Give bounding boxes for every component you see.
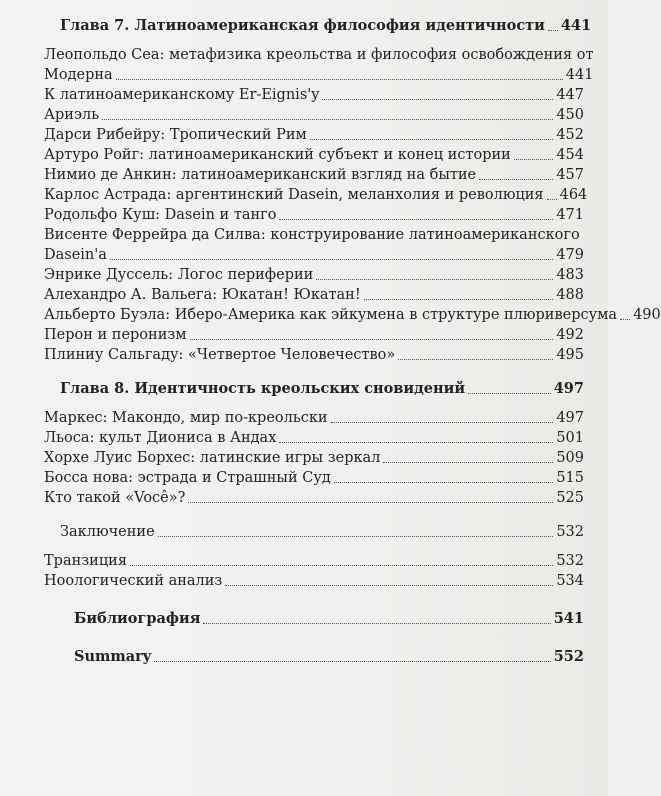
toc-entry — [44, 285, 584, 305]
table-of-contents — [44, 16, 661, 667]
leader-dots — [279, 219, 553, 220]
toc-entry — [44, 325, 584, 345]
bibliography-heading — [74, 609, 584, 629]
entry-title: Маркес: Макондо, мир по-креольски — [44, 410, 328, 426]
toc-entry — [44, 145, 584, 165]
leader-dots — [322, 99, 553, 100]
page-number: 441 — [565, 67, 594, 83]
toc-entry — [44, 125, 584, 145]
entry-title: Плиниу Сальгаду: «Четвертое Человечество» — [44, 347, 396, 363]
page-number: 452 — [556, 127, 584, 143]
toc-entry — [44, 468, 584, 488]
page-number: 552 — [553, 648, 584, 665]
entry-title: Босса нова: эстрада и Страшный Суд — [44, 470, 331, 486]
entry-title: Дарси Рибейру: Тропический Рим — [44, 127, 307, 143]
page-number: 471 — [556, 207, 584, 223]
toc-entry — [44, 488, 584, 508]
chapter-8-heading — [60, 379, 584, 399]
section-title: Библиография — [74, 610, 201, 627]
conclusion-heading — [60, 522, 584, 542]
page-number: 464 — [559, 187, 588, 203]
toc-entry — [44, 205, 584, 225]
leader-dots — [102, 119, 553, 120]
entry-title: Транзиция — [44, 553, 127, 569]
entry-title: Родольфо Куш: Dasein и танго — [44, 207, 277, 223]
leader-dots — [364, 299, 554, 300]
section-title: Summary — [74, 648, 152, 665]
page-number: 450 — [556, 107, 584, 123]
entry-title: Артуро Ройг: латиноамериканский субъект и конец истории — [44, 147, 511, 163]
page-number: 501 — [556, 430, 584, 446]
leader-dots — [620, 319, 630, 320]
entry-title: Кто такой «Você»? — [44, 490, 186, 506]
leader-dots — [158, 536, 554, 537]
toc-entry — [44, 165, 584, 185]
entry-title-line2: Модерна — [44, 67, 113, 83]
leader-dots — [110, 259, 553, 260]
leader-dots — [225, 585, 553, 586]
entry-title-line2: Dasein'a — [44, 247, 107, 263]
entry-title: Карлос Астрада: аргентинский Dasein, меланхолия и революция — [44, 187, 544, 203]
leader-dots — [310, 139, 554, 140]
page-number: 483 — [556, 267, 584, 283]
toc-entry — [44, 105, 584, 125]
leader-dots — [468, 393, 551, 394]
entry-title: Ноологический анализ — [44, 573, 223, 589]
page-number: 497 — [553, 380, 584, 397]
chapter-title: Глава 8. Идентичность креольских сновидений — [60, 380, 466, 397]
entry-title: Ариэль — [44, 107, 100, 123]
toc-entry — [44, 428, 584, 448]
toc-entry — [44, 265, 584, 285]
toc-entry — [44, 345, 584, 365]
page-number: 495 — [556, 347, 584, 363]
leader-dots — [203, 623, 550, 624]
page-number: 447 — [556, 87, 584, 103]
toc-entry — [44, 448, 584, 468]
summary-heading — [74, 647, 584, 667]
entry-title: Хорхе Луис Борхес: латинские игры зеркал — [44, 450, 381, 466]
entry-title: Льоса: культ Диониса в Андах — [44, 430, 277, 446]
leader-dots — [130, 565, 553, 566]
page-number: 534 — [556, 573, 584, 589]
leader-dots — [154, 661, 551, 662]
leader-dots — [383, 462, 553, 463]
page-number: 488 — [556, 287, 584, 303]
toc-entry — [44, 571, 584, 591]
toc-entry — [44, 85, 584, 105]
leader-dots — [331, 422, 554, 423]
leader-dots — [548, 30, 558, 31]
toc-entry — [44, 45, 594, 85]
entry-title-line1: Леопольдо Сеа: метафизика креольства и философия освобождения от — [44, 47, 594, 63]
page-number: 515 — [556, 470, 584, 486]
leader-dots — [188, 502, 553, 503]
page-number: 532 — [556, 553, 584, 569]
page-number: 490 — [633, 307, 661, 323]
page-number: 441 — [560, 17, 592, 34]
leader-dots — [116, 79, 563, 80]
page-number: 497 — [556, 410, 584, 426]
toc-entry — [44, 408, 584, 428]
leader-dots — [547, 199, 557, 200]
leader-dots — [279, 442, 553, 443]
entry-title-line1: Висенте Феррейра да Силва: конструирование латиноамериканского — [44, 227, 580, 243]
chapter-7-heading — [60, 16, 592, 36]
leader-dots — [479, 179, 553, 180]
page-number: 525 — [556, 490, 584, 506]
page-number: 457 — [556, 167, 584, 183]
entry-title: Нимио де Анкин: латиноамериканский взгляд на бытие — [44, 167, 477, 183]
leader-dots — [514, 159, 553, 160]
toc-entry — [44, 185, 588, 205]
toc-entry — [44, 551, 584, 571]
page-number: 492 — [556, 327, 584, 343]
entry-title: Алехандро А. Вальега: Юкатан! Юкатан! — [44, 287, 361, 303]
entry-title: Альберто Буэла: Иберо-Америка как эйкумена в структуре плюриверсума — [44, 307, 618, 323]
toc-entry — [44, 225, 584, 265]
leader-dots — [190, 339, 554, 340]
entry-title: Перон и перонизм — [44, 327, 187, 343]
leader-dots — [316, 279, 553, 280]
page-number: 541 — [553, 610, 584, 627]
entry-title: К латиноамериканскому Er-Eignis'y — [44, 87, 320, 103]
chapter-title: Глава 7. Латиноамериканская философия идентичности — [60, 17, 545, 34]
page-number: 479 — [556, 247, 584, 263]
entry-title: Энрике Дуссель: Логос периферии — [44, 267, 314, 283]
leader-dots — [334, 482, 554, 483]
section-title: Заключение — [60, 524, 155, 540]
page-number: 454 — [556, 147, 584, 163]
page-number: 532 — [556, 524, 584, 540]
page-number: 509 — [556, 450, 584, 466]
toc-entry — [44, 305, 661, 325]
leader-dots — [398, 359, 553, 360]
